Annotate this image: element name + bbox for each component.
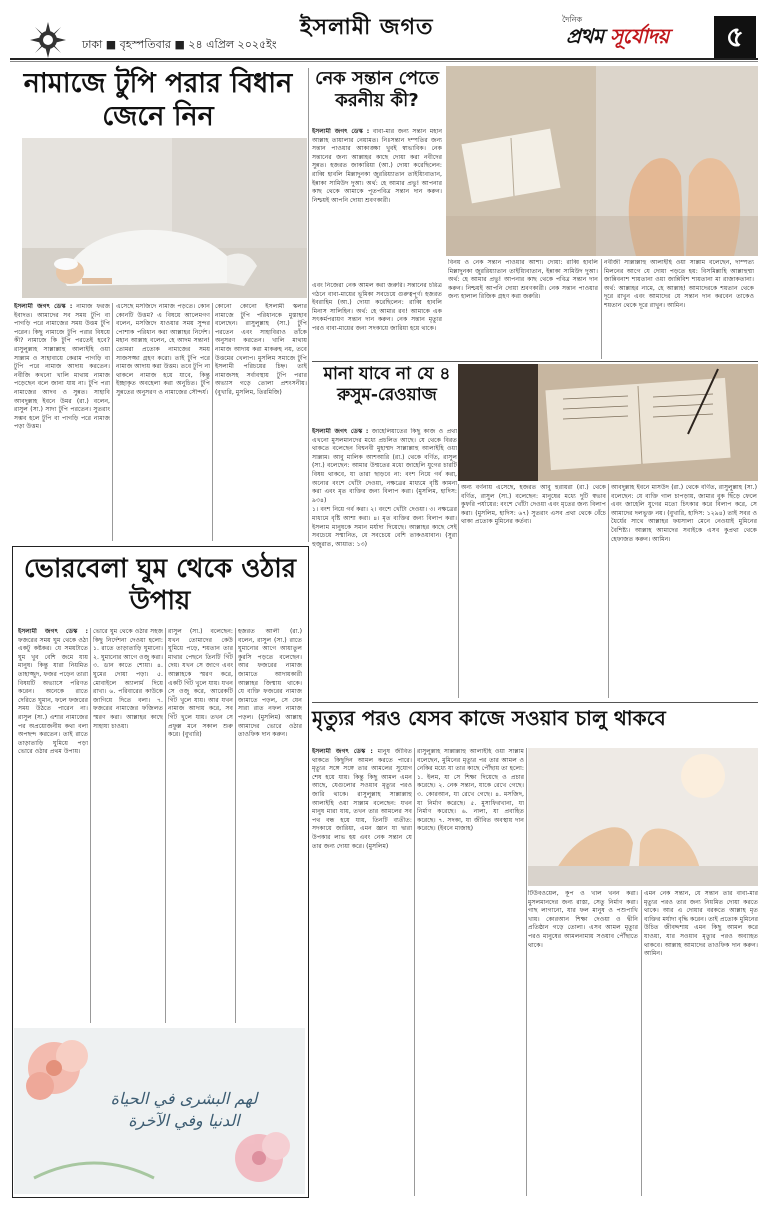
wakeup-headline: ভোরবেলা ঘুম থেকে ওঠার উপায় [23,554,297,616]
wakeup-text-2: ভোরে ঘুম থেকে ওঠার সহজ কিছু নির্দেশনা দেওয়া হলো: ১. রাতে তাড়াতাড়ি ঘুমানো। ২. ঘুমানোর আগে ওজু করা। ৩. ডান কাতে শোয়া। ৪. ঘুমের দোয়া পড়া। ৫. মোবাইলে অ্যালার্ম দিয়ে রাখা। ৬. পরিবারের কাউকে জাগিয়ে দিতে বলা। ৭. ফজরের নামাজের ফজিলত স্মরণ করা। আল্লাহর কাছে সাহায্য চাওয়া। [93,628,163,730]
brand-word-1: প্রথম [566,24,604,48]
col-divider [165,628,166,1023]
seal-icon [28,20,68,60]
col-divider [414,748,415,1196]
wakeup-col-3 [168,628,233,1023]
customs-text-1: জাহেলিয়াতের কিছু কাজ ও প্রথা এখনো মুসলমানদের মধ্যে প্রচলিত আছে। যে থেকে বিরত থাকতে বলেছেন বিশ্বনবী মুহাম্মদ সাল্লাল্লাহু আলাইহি ওয়া সাল্লাম। আবু মালিক আশআরি (রা.) থেকে বর্ণিত, রাসুল (সা.) বলেছেন: আমার উম্মতের মধ্যে জাহেলি যুগের চারটি বিষয় থাকবে, যা তারা ছাড়বে না: বংশ নিয়ে গর্ব করা, অন্যের বংশে খোঁটা দেওয়া, নক্ষত্রের মাধ্যমে বৃষ্টি কামনা করা এবং মৃত ব্যক্তির জন্য বিলাপ করা। (মুসলিম, হাদিস: ৯৩৪) [312,428,457,504]
cap-text-1: নামাজ ফরজ ইবাদত। আমাদের সব সময় টুপি বা পাগড়ি পরে নামাজের সময় উত্তম টুপি পরেন। কিছু নামাজে টুপি পরার বিষয়ে কী? নামাজে কি টুপি পরতেই হবে? রাসুলুল্লাহ সাল্লাল্লাহু আলাইহি ওয়া সাল্লাম ও সাহাবায়ে কেরাম পাগড়ি বা টুপি পরে নামাজ আদায় করতেন। নবীজি কখনো খালি মাথায় নামাজ পড়েছেন বলে জানা যায় না। টুপি পরা নামাজের আদব ও সুন্নত। সাহাবি আবদুল্লাহ ইবনে উমর (রা.) বলেন, রাসুল (সা.) সাদা টুপি পরতেন। সুতরাং সম্ভব হলে টুপি বা পাগড়ি পরে নামাজ পড়া উত্তম। [14,303,110,431]
customs-photo [458,364,758,481]
quran-book-illustration [458,364,758,481]
cap-col-3 [215,303,307,543]
pious-child-text-3: বিনয় ও নেক সন্তান পাওয়ার আশা। দোয়া: রাব্বি হাবলি মিল্লাদুনকা জুররিয়্যাতান তাইয়্যিবাতান, ইন্নাকা সামিউদ দুআ। অর্থ: হে আমার প্রভু! আপনার কাছ থেকে পবিত্র সন্তান দান করুন। নিশ্চয়ই আপনি দোয়া শ্রবণকারী। নেক সন্তান পাওয়ার জন্য হালাল রিজিক গ্রহণ করা জরুরি। [448,259,598,301]
cap-byline: ইসলামী জগৎ ডেস্ক : [14,303,73,310]
customs-text-3: অন্য বর্ণনায় এসেছে, হজরত আবু হুরায়রা (রা.) থেকে বর্ণিত, রাসুল (সা.) বলেছেন: মানুষের মধ্যে দুটি স্বভাব কুফরি পর্যায়ের: বংশে খোঁটা দেওয়া এবং মৃতের জন্য বিলাপ করা। (মুসলিম, হাদিস: ৬৭) সুতরাং এসব প্রথা থেকে বেঁচে থাকা প্রত্যেক মুমিনের কর্তব্য। [461,484,606,526]
calligraphy-text: لهم البشرى في الحياة الدنيا وفي الآخرة [110,1089,258,1130]
calligraphy-image [14,1028,305,1194]
col-divider [608,484,609,698]
praying-hands-sunset-illustration [528,748,758,886]
customs-headline: মানা যাবে না যে ৪ রুসুম-রেওয়াজ [323,364,451,405]
pious-child-text-1: বাবা-মার জন্য সন্তান মহান আল্লাহ তায়ালার নেয়ামত। নিঃসন্তান দম্পতির জন্য সন্তান পাওয়ার আকাঙ্ক্ষা খুবই স্বাভাবিক। নেক সন্তানের জন্য আল্লাহর কাছে দোয়া করা নবীদের সুন্নত। হজরত জাকারিয়া (আ.) দোয়া করেছিলেন: রাব্বি হাবলি মিল্লাদুনকা জুররিয়্যাতান তাইয়্যিবাতান, ইন্নাকা সামিউদ দুআ। অর্থ: হে আমার প্রভু! আপনার কাছ থেকে আমাকে পূতপবিত্র সন্তান দান করুন। নিশ্চয়ই আপনি দোয়া শ্রবণকারী। [312,128,442,204]
reward-text-3: টিউবওয়েল, কূপ ও খাল খনন করা। মুসলমানদের জন্য রাস্তা, সেতু নির্মাণ করা। গাছ লাগানো, যার ফল মানুষ ও পশুপাখি খায়। কোরআন শিক্ষা দেওয়া ও দ্বীনি প্রতিষ্ঠান গড়ে তোলা। এসব আমল মৃত্যুর পরও মানুষের আমলনামায় সওয়াব পৌঁছাতে থাকে। [528,890,638,949]
customs-col-3 [461,484,606,699]
page-number: ৫ [714,16,756,58]
reward-byline: ইসলামী জগৎ ডেস্ক : [312,748,373,755]
col-divider [308,68,309,542]
cap-col-2 [116,303,210,543]
col-divider [212,303,213,541]
customs-text-4: আবদুল্লাহ ইবনে মাসউদ (রা.) থেকে বর্ণিত, রাসুলুল্লাহ (সা.) বলেছেন: যে ব্যক্তি গাল চাপড়ায়, জামার বুক ছিঁড়ে ফেলে এবং জাহেলি যুগের মতো চিৎকার করে বিলাপ করে, সে আমাদের দলভুক্ত নয়। (বুখারি, হাদিস: ১২৯৪) তাই সবর ও ধৈর্যের সাথে আল্লাহর ফয়সালা মেনে নেওয়াই মুমিনের বৈশিষ্ট্য। আল্লাহ আমাদের সবাইকে এসব কুপ্রথা থেকে হেফাজত করুন। আমিন। [611,484,757,543]
col-divider [90,628,91,1023]
col-divider [112,303,113,541]
pious-child-col-2 [312,282,442,360]
praying-man-illustration [22,138,307,298]
wakeup-byline: ইসলামী জগৎ ডেস্ক : [18,628,88,635]
cap-text-2: এসেছে মসজিদে নামাজ পড়তে। কোন কোনটি উত্তম? এ বিষয়ে আলেমগণ বলেন, মসজিদে যাওয়ার সময় সুন্দর পোশাক পরিধান করা আল্লাহর নির্দেশ। মহান আল্লাহ বলেন, হে আদম সন্তান! তোমরা প্রত্যেক নামাজের সময় সাজসজ্জা গ্রহণ করো। তাই টুপি পরে নামাজ আদায় করা উত্তম। তবে টুপি না থাকলে নামাজ হয়ে যাবে, কিন্তু ইচ্ছাকৃত অবহেলা করা অনুচিত। টুপি সুন্নতের অনুসরণ ও নামাজের সৌন্দর্য। [116,303,210,396]
section-divider [312,361,758,362]
wakeup-text-4: হজরত আলী (রা.) বলেন, রাসুল (সা.) রাতে ঘুমানোর আগে আয়াতুল কুরসি পড়তে বলেছেন। আর ফজরের নামাজ জামাতে আদায়কারী আল্লাহর জিম্মায় থাকে। যে ব্যক্তি ফজরের নামাজ জামাতে পড়ল, সে যেন সারা রাত নফল নামাজ পড়ল। (মুসলিম) আল্লাহ আমাদের ভোরে ওঠার তাওফিক দান করুন। [238,628,302,739]
wakeup-col-4 [238,628,302,1023]
pious-child-col-1 [312,128,442,280]
reward-headline: মৃত্যুর পরও যেসব কাজে সওয়াব চালু থাকবে [312,706,666,730]
reward-text-4: এমন নেক সন্তান, যে সন্তান তার বাবা-মার মৃত্যুর পরও তার জন্য নিয়মিত দোয়া করতে থাকে। আর এ দোয়ার বরকতে আল্লাহ মৃত ব্যক্তির মর্যাদা বৃদ্ধি করেন। তাই প্রত্যেক মুমিনের উচিত জীবদ্দশায় এমন কিছু আমল করে যাওয়া, যার সওয়াব মৃত্যুর পরও অব্যাহত থাকবে। আল্লাহ আমাদের তাওফিক দান করুন। আমিন। [644,890,758,958]
col-divider [641,890,642,1196]
customs-col-4 [611,484,757,699]
brand-word-2: সূর্যোদয় [609,24,669,48]
wakeup-col-2 [93,628,163,1023]
reward-col-1 [312,748,412,1198]
cap-photo [22,138,307,298]
customs-col-1 [312,428,457,698]
customs-byline: ইসলামী জগৎ ডেস্ক : [312,428,369,435]
reward-col-4 [644,890,758,1198]
praying-hands-illustration [446,66,758,256]
wakeup-col-1 [18,628,88,1023]
pious-child-photo [446,66,758,256]
section-divider [312,702,758,703]
col-divider [526,748,527,1196]
pious-child-text-4: নবীজী সাল্লাল্লাহু আলাইহি ওয়া সাল্লাম বলেছেন, দাম্পত্য মিলনের আগে যে দোয়া পড়তে হয়: বিসমিল্লাহি আল্লাহুম্মা জান্নিবনাশ শায়তানা ওয়া জান্নিবিশ শায়তানা মা রাজাকতানা। অর্থ: আল্লাহর নামে, হে আল্লাহ! আমাদেরকে শয়তান থেকে দূরে রাখুন এবং আমাদের যে সন্তান দান করবেন তাকেও শয়তান থেকে দূরে রাখুন। আমিন। [604,259,754,309]
brand-logo [566,22,669,55]
col-divider [235,628,236,1023]
pious-child-col-4 [604,259,754,359]
section-title: ইসলামী জগত [300,15,434,40]
customs-text-2: ১। বংশ নিয়ে গর্ব করা। ২। বংশে খোঁটা দেওয়া। ৩। নক্ষত্রের মাধ্যমে বৃষ্টি আশা করা। ৪। মৃত ব্যক্তির জন্য বিলাপ করা। ইসলাম মানুষকে সমান মর্যাদা দিয়েছে। আল্লাহর কাছে সেই সবচেয়ে সম্মানিত, যে সবচেয়ে বেশি তাকওয়াবান। (সুরা হুজুরাত, আয়াত: ১৩) [312,506,457,548]
pious-child-text-2: এবং নিজেরা নেক আমল করা জরুরি। সন্তানের চরিত্র গঠনে বাবা-মায়ের ভূমিকা সবচেয়ে গুরুত্বপূর্ণ। হজরত ইবরাহিম (আ.) দোয়া করেছিলেন: রাব্বি হাবলি মিনাস সালিহিন। অর্থ: হে আমার রব! আমাকে এক সৎকর্মপরায়ণ সন্তান দান করুন। নেক সন্তান মৃত্যুর পরও বাবা-মায়ের জন্য সদকায়ে জারিয়া হয়ে থাকে। [312,282,442,332]
cap-headline: নামাজে টুপি পরার বিধান জেনে নিন [23,68,293,132]
col-divider [458,484,459,698]
pious-child-byline: ইসলামী জগৎ ডেস্ক : [312,128,370,135]
pious-child-headline: নেক সন্তান পেতে করনীয় কী? [315,68,439,111]
reward-text-1: মানুষ জীবিত থাকতে কিছুদিন আমল করতে পারে। মৃত্যুর সঙ্গে সঙ্গে তার আমলের সুযোগ শেষ হয়ে যায়। কিন্তু কিছু আমল এমন আছে, যেগুলোর সওয়াব মৃত্যুর পরও জারি থাকে। রাসুলুল্লাহ সাল্লাল্লাহু আলাইহি ওয়া সাল্লাম বলেছেন: যখন মানুষ মারা যায়, তখন তার আমলের সব পথ বন্ধ হয়ে যায়, তিনটি ব্যতীত: সদকায়ে জারিয়া, এমন জ্ঞান যা দ্বারা উপকার লাভ হয় এবং নেক সন্তান যে তার জন্য দোয়া করে। (মুসলিম) [312,748,412,850]
cap-text-3: কোনো কোনো ইসলামী স্কলার নামাজে টুপি পরিধানকে মুস্তাহাব বলেছেন। রাসুলুল্লাহ (সা.) টুপি পরতেন এবং সাহাবিরাও তাঁকে অনুসরণ করতেন। খালি মাথায় নামাজ আদায় করা মাকরুহ নয়, তবে উত্তমের খেলাপ। মুসলিম সমাজে টুপি ইসলামী পরিচয়ের চিহ্ন। তাই নামাজসহ সর্বাবস্থায় টুপি পরার অভ্যাস গড়ে তোলা প্রশংসনীয়। (বুখারি, মুসলিম, তিরমিজি) [215,303,307,396]
pious-child-col-3 [448,259,598,359]
header-subrule [10,61,758,62]
brand-pretitle: দৈনিক [562,15,583,24]
reward-col-2 [417,748,524,1198]
col-divider [601,259,602,359]
reward-col-3 [528,890,638,1198]
cap-col-1 [14,303,110,543]
wakeup-text-3: রাসুল (সা.) বলেছেন: যখন তোমাদের কেউ ঘুমিয়ে পড়ে, শয়তান তার মাথার পেছনে তিনটি গিঁট দেয়। যখন সে জাগে এবং আল্লাহকে স্মরণ করে, একটি গিঁট খুলে যায়। যখন সে ওজু করে, আরেকটি গিঁট খুলে যায়। আর যখন নামাজ আদায় করে, সব গিঁট খুলে যায়। তখন সে প্রফুল্ল মনে সকাল শুরু করে। (বুখারি) [168,628,233,739]
dateline: ঢাকা ■ বৃহস্পতিবার ■ ২৪ এপ্রিল ২০২৫ইং [82,38,277,51]
header-rule [10,58,758,60]
reward-text-2: রাসুলুল্লাহ সাল্লাল্লাহু আলাইহি ওয়া সাল্লাম বলেছেন, মুমিনের মৃত্যুর পর তার আমল ও নেকির মধ্যে যা তার কাছে পৌঁছায় তা হলো: ১. ইলম, যা সে শিক্ষা দিয়েছে ও প্রচার করেছে। ২. নেক সন্তান, যাকে রেখে গেছে। ৩. কোরআন, যা রেখে গেছে। ৪. মসজিদ, যা নির্মাণ করেছে। ৫. মুসাফিরখানা, যা নির্মাণ করেছে। ৬. নালা, যা প্রবাহিত করেছে। ৭. সদকা, যা জীবিত অবস্থায় দান করেছে। (ইবনে মাজাহ) [417,748,524,833]
masthead [0,0,768,62]
reward-photo [528,748,758,886]
wakeup-text-1: ফজরের সময় ঘুম থেকে ওঠা একটু কষ্টকর। যে সময়টাতে ঘুম খুব বেশি জমে যায় মানুষ। কিন্তু যারা নিয়মিত তাহাজ্জুদ, ফজর পড়েন তারা বিষয়টি অভ্যাসে পরিণত করেন। অনেকে রাতে দেরিতে ঘুমান, ফলে ফজরের সময় উঠতে পারেন না। রাসুল (সা.) এশার নামাজের পর অপ্রয়োজনীয় কথা বলা অপছন্দ করতেন। তাই রাতে তাড়াতাড়ি ঘুমিয়ে পড়া ভোরে ওঠার প্রথম উপায়। [18,636,88,756]
